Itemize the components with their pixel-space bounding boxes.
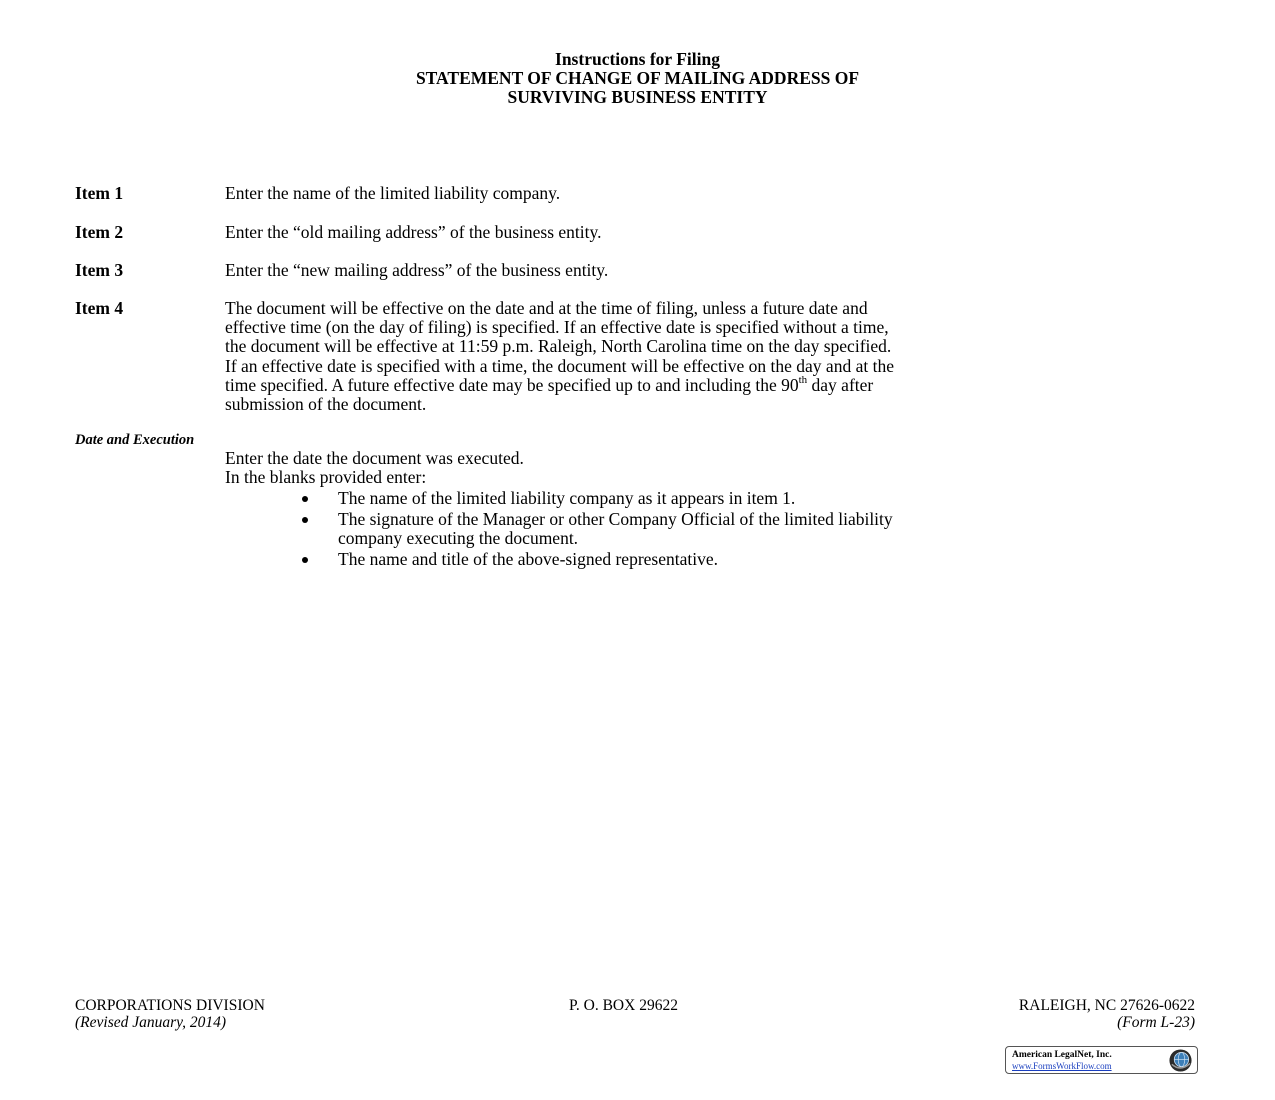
item-4-line-part: time specified. A future effective date may be specified up to and including the 90 — [225, 374, 799, 395]
item-4-line: effective time (on the day of filing) is specified. If an effective date is specified without a time, — [225, 317, 889, 338]
header-instructions-title: Instructions for Filing — [555, 49, 720, 69]
item-4-line: If an effective date is specified with a time, the document will be effective on the day and at the — [225, 355, 894, 376]
list-item-text: The name of the limited liability company as it appears in item 1. — [338, 488, 796, 508]
execution-blanks-instruction: In the blanks provided enter: — [225, 467, 427, 487]
globe-logo-icon — [1168, 1048, 1193, 1073]
list-item — [298, 489, 1168, 509]
item-4-line — [225, 373, 1185, 395]
date-execution-heading: Date and Execution — [75, 432, 195, 448]
item-3-label: Item 3 — [75, 260, 124, 280]
item-3-text: Enter the “new mailing address” of the business entity. — [225, 260, 609, 280]
list-item — [298, 550, 1168, 570]
header-form-title-line1: STATEMENT OF CHANGE OF MAILING ADDRESS OF — [415, 68, 860, 88]
item-4-line: The document will be effective on the date and at the time of filing, unless a future date and — [225, 298, 868, 318]
badge-url-link[interactable]: www.FormsWorkFlow.com — [1012, 1061, 1112, 1071]
bullet-icon — [302, 557, 308, 563]
item-4-line-part: day after — [807, 374, 874, 395]
item-2-label: Item 2 — [75, 222, 124, 242]
header-form-title-line2: SURVIVING BUSINESS ENTITY — [507, 87, 768, 107]
list-item-text: The name and title of the above-signed representative. — [338, 548, 718, 569]
badge-company-name: American LegalNet, Inc. — [1012, 1050, 1112, 1060]
american-legalnet-badge[interactable] — [1005, 1046, 1198, 1074]
item-1-label: Item 1 — [75, 183, 124, 203]
footer-division: CORPORATIONS DIVISION — [75, 997, 265, 1014]
bullet-icon — [302, 496, 308, 502]
bullet-icon — [302, 517, 308, 523]
item-4-label: Item 4 — [75, 298, 124, 318]
execution-date-instruction: Enter the date the document was executed. — [225, 448, 524, 468]
item-2-text: Enter the “old mailing address” of the business entity. — [225, 222, 602, 242]
item-4-text — [225, 299, 1185, 414]
execution-bullet-list — [298, 489, 1168, 570]
document-header — [0, 50, 1275, 107]
footer-revised-date: (Revised January, 2014) — [75, 1014, 227, 1031]
list-item — [298, 510, 1168, 549]
item-4-line: the document will be effective at 11:59 p.m. Raleigh, North Carolina time on the day specified. — [225, 336, 892, 357]
footer-form-number: (Form L-23) — [1117, 1014, 1195, 1031]
item-4-line: submission of the document. — [225, 394, 427, 415]
footer-city: RALEIGH, NC 27626-0622 — [1018, 997, 1195, 1014]
footer-po-box: P. O. BOX 29622 — [569, 997, 678, 1014]
ordinal-suffix: th — [798, 373, 808, 386]
list-item-text: The signature of the Manager or other Company Official of the limited liability — [338, 508, 893, 529]
list-item-text: company executing the document. — [338, 528, 579, 548]
item-1-text: Enter the name of the limited liability company. — [225, 183, 561, 203]
